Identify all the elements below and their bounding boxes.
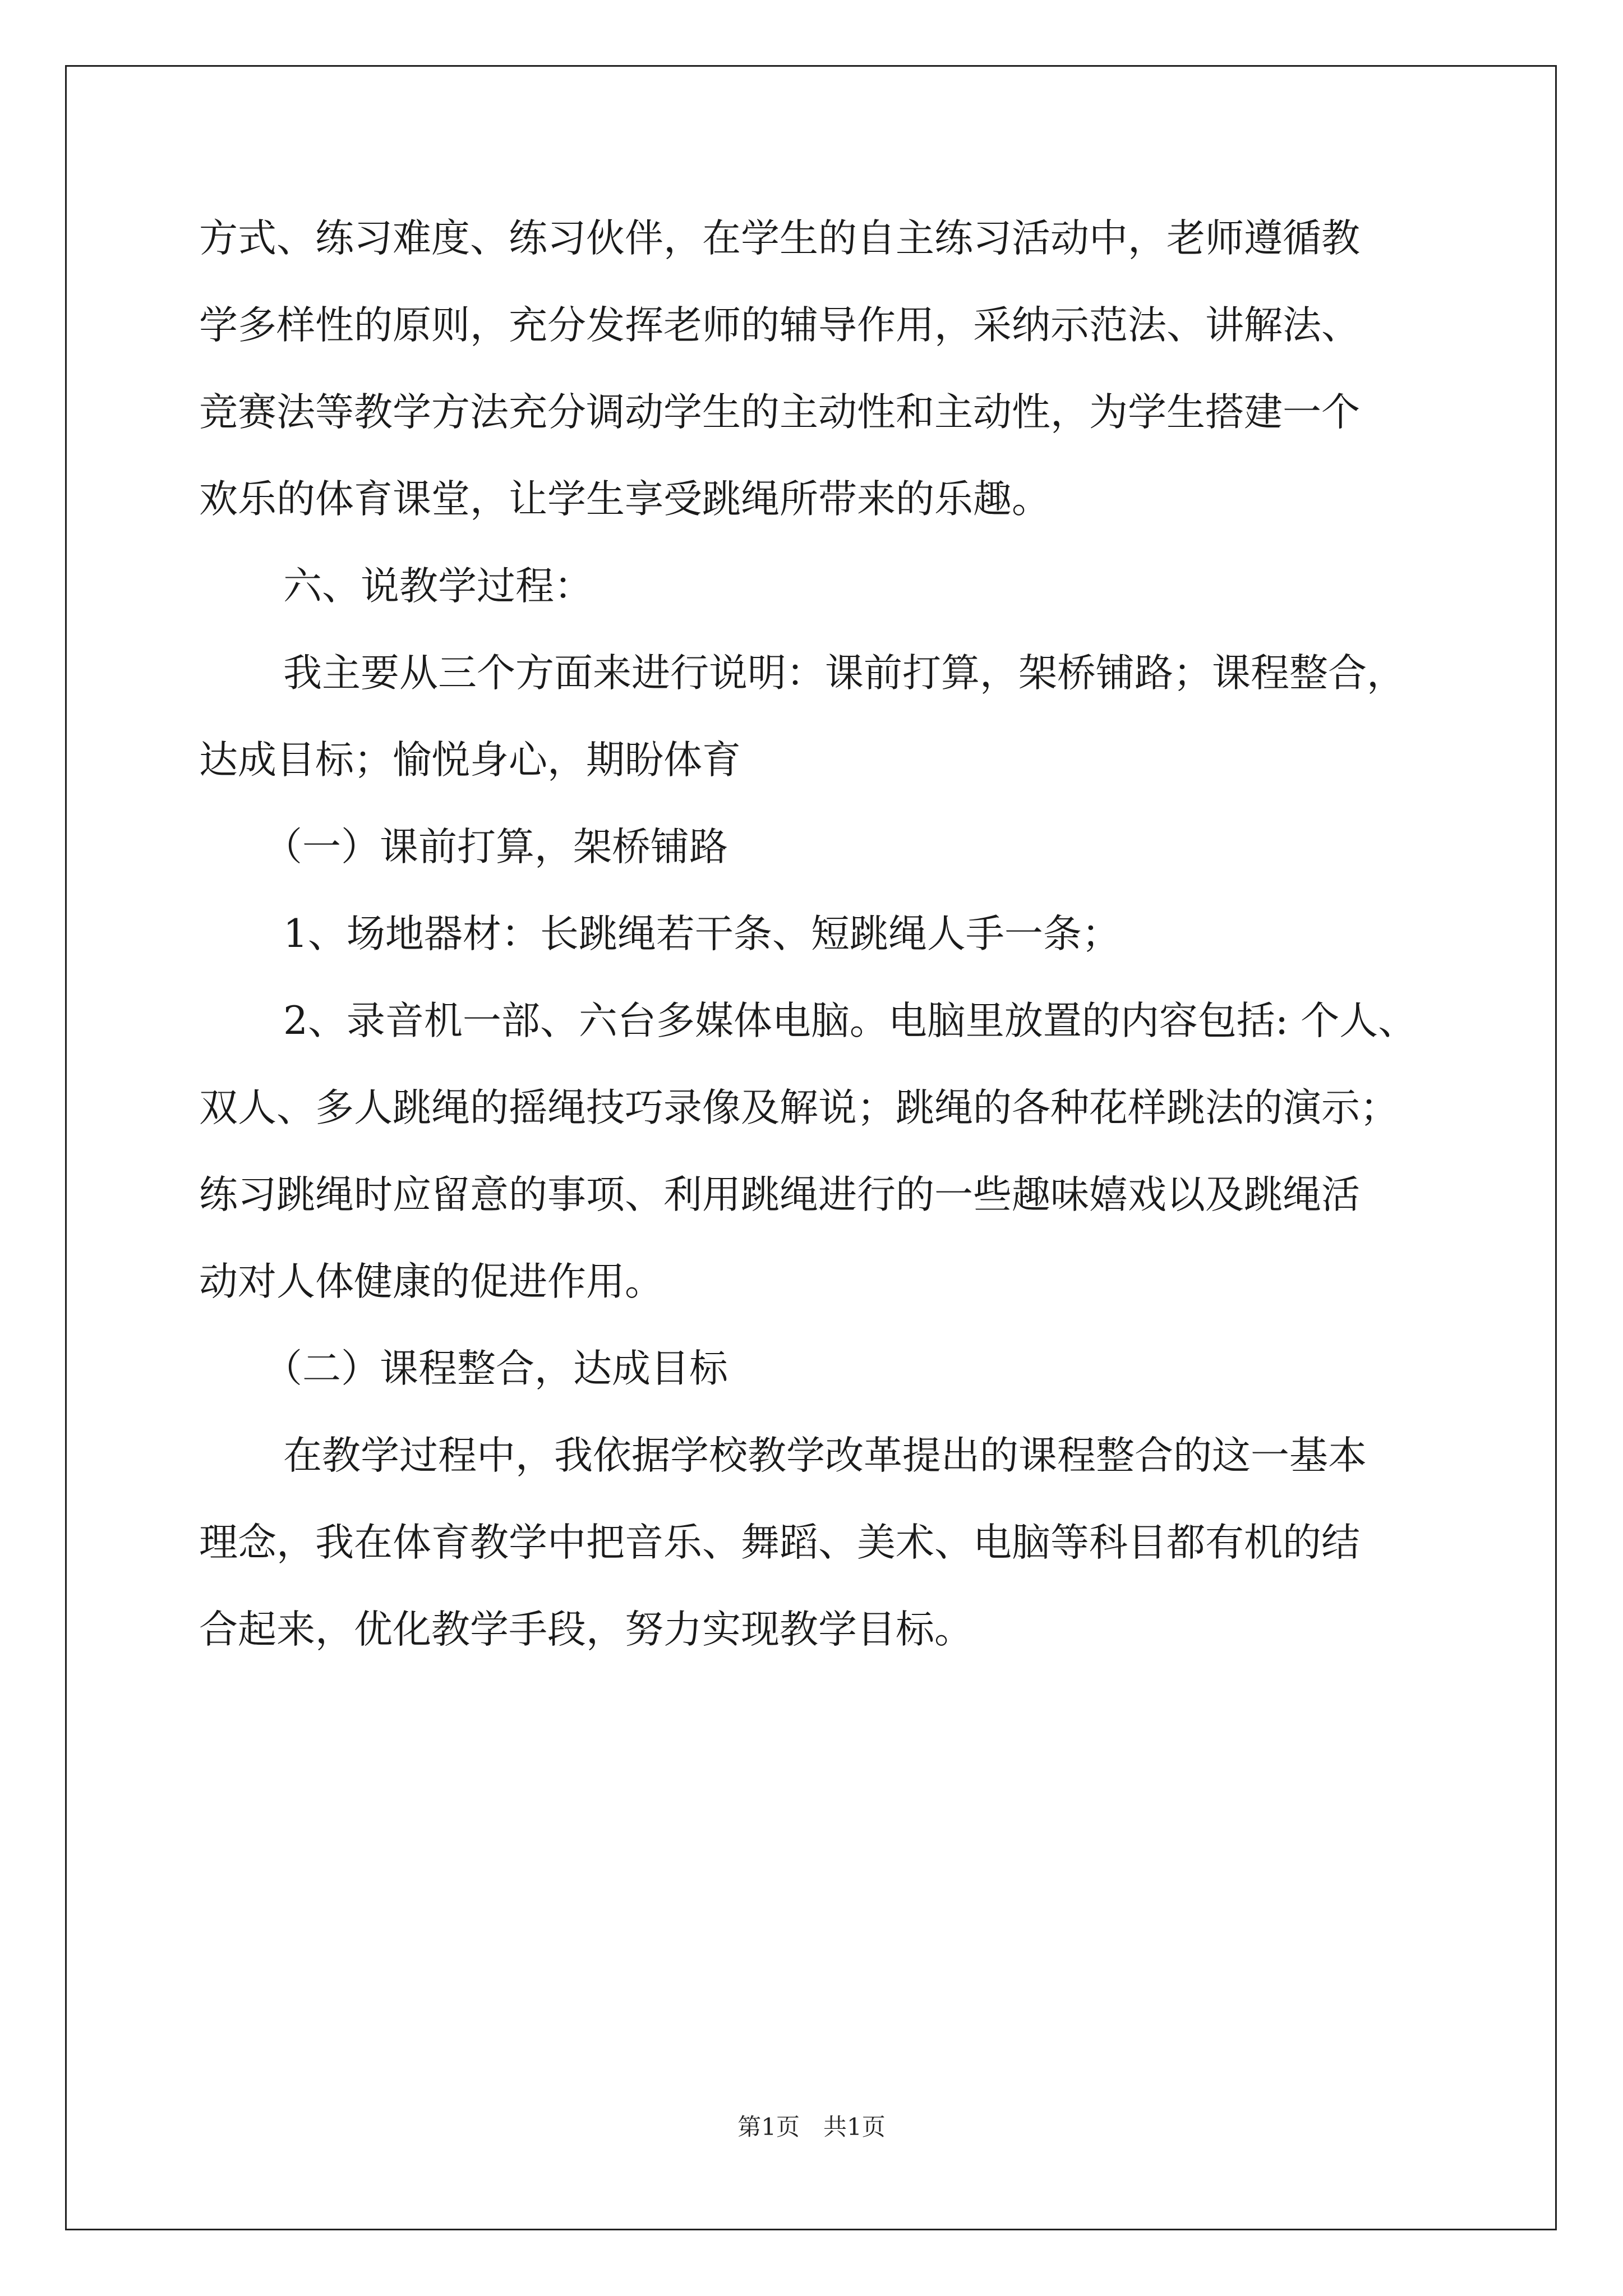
paragraph-line: 合起来，优化教学手段，努力实现教学目标。 — [199, 1607, 973, 1652]
list-item: 1、场地器材：长跳绳若干条、短跳绳人手一条； — [283, 912, 1121, 956]
section-heading: 六、说教学过程： — [283, 564, 593, 609]
list-item: 2、录音机一部、六台多媒体电脑。电脑里放置的内容包括: 个人、 — [283, 999, 1417, 1043]
paragraph-line: 练习跳绳时应留意的事项、利用跳绳进行的一些趣味嬉戏以及跳绳活 — [199, 1172, 1360, 1217]
paragraph-line: 欢乐的体育课堂，让学生享受跳绳所带来的乐趣。 — [199, 477, 1050, 522]
paragraph-line: 在教学过程中，我依据学校教学改革提出的课程整合的这一基本 — [283, 1433, 1367, 1478]
paragraph-line: 我主要从三个方面来进行说明：课前打算，架桥铺路；课程整合， — [283, 651, 1405, 696]
paragraph-line: 竞赛法等教学方法充分调动学生的主动性和主动性，为学生搭建一个 — [199, 390, 1360, 435]
paragraph-line: 学多样性的原则，充分发挥老师的辅导作用，采纳示范法、讲解法、 — [199, 303, 1360, 348]
paragraph-line: 达成目标；愉悦身心，期盼体育 — [199, 738, 741, 783]
subsection-heading: （一）课前打算，架桥铺路 — [264, 825, 728, 869]
paragraph-line: 方式、练习难度、练习伙伴，在学生的自主练习活动中，老师遵循教 — [199, 216, 1360, 261]
paragraph-line: 动对人体健康的促进作用。 — [199, 1259, 663, 1304]
page-number-footer: 第1页 共1页 — [737, 2113, 886, 2141]
subsection-heading: （二）课程整合，达成目标 — [264, 1346, 728, 1391]
paragraph-line: 理念，我在体育教学中把音乐、舞蹈、美术、电脑等科目都有机的结 — [199, 1520, 1360, 1565]
paragraph-line: 双人、多人跳绳的摇绳技巧录像及解说；跳绳的各种花样跳法的演示； — [199, 1085, 1399, 1130]
